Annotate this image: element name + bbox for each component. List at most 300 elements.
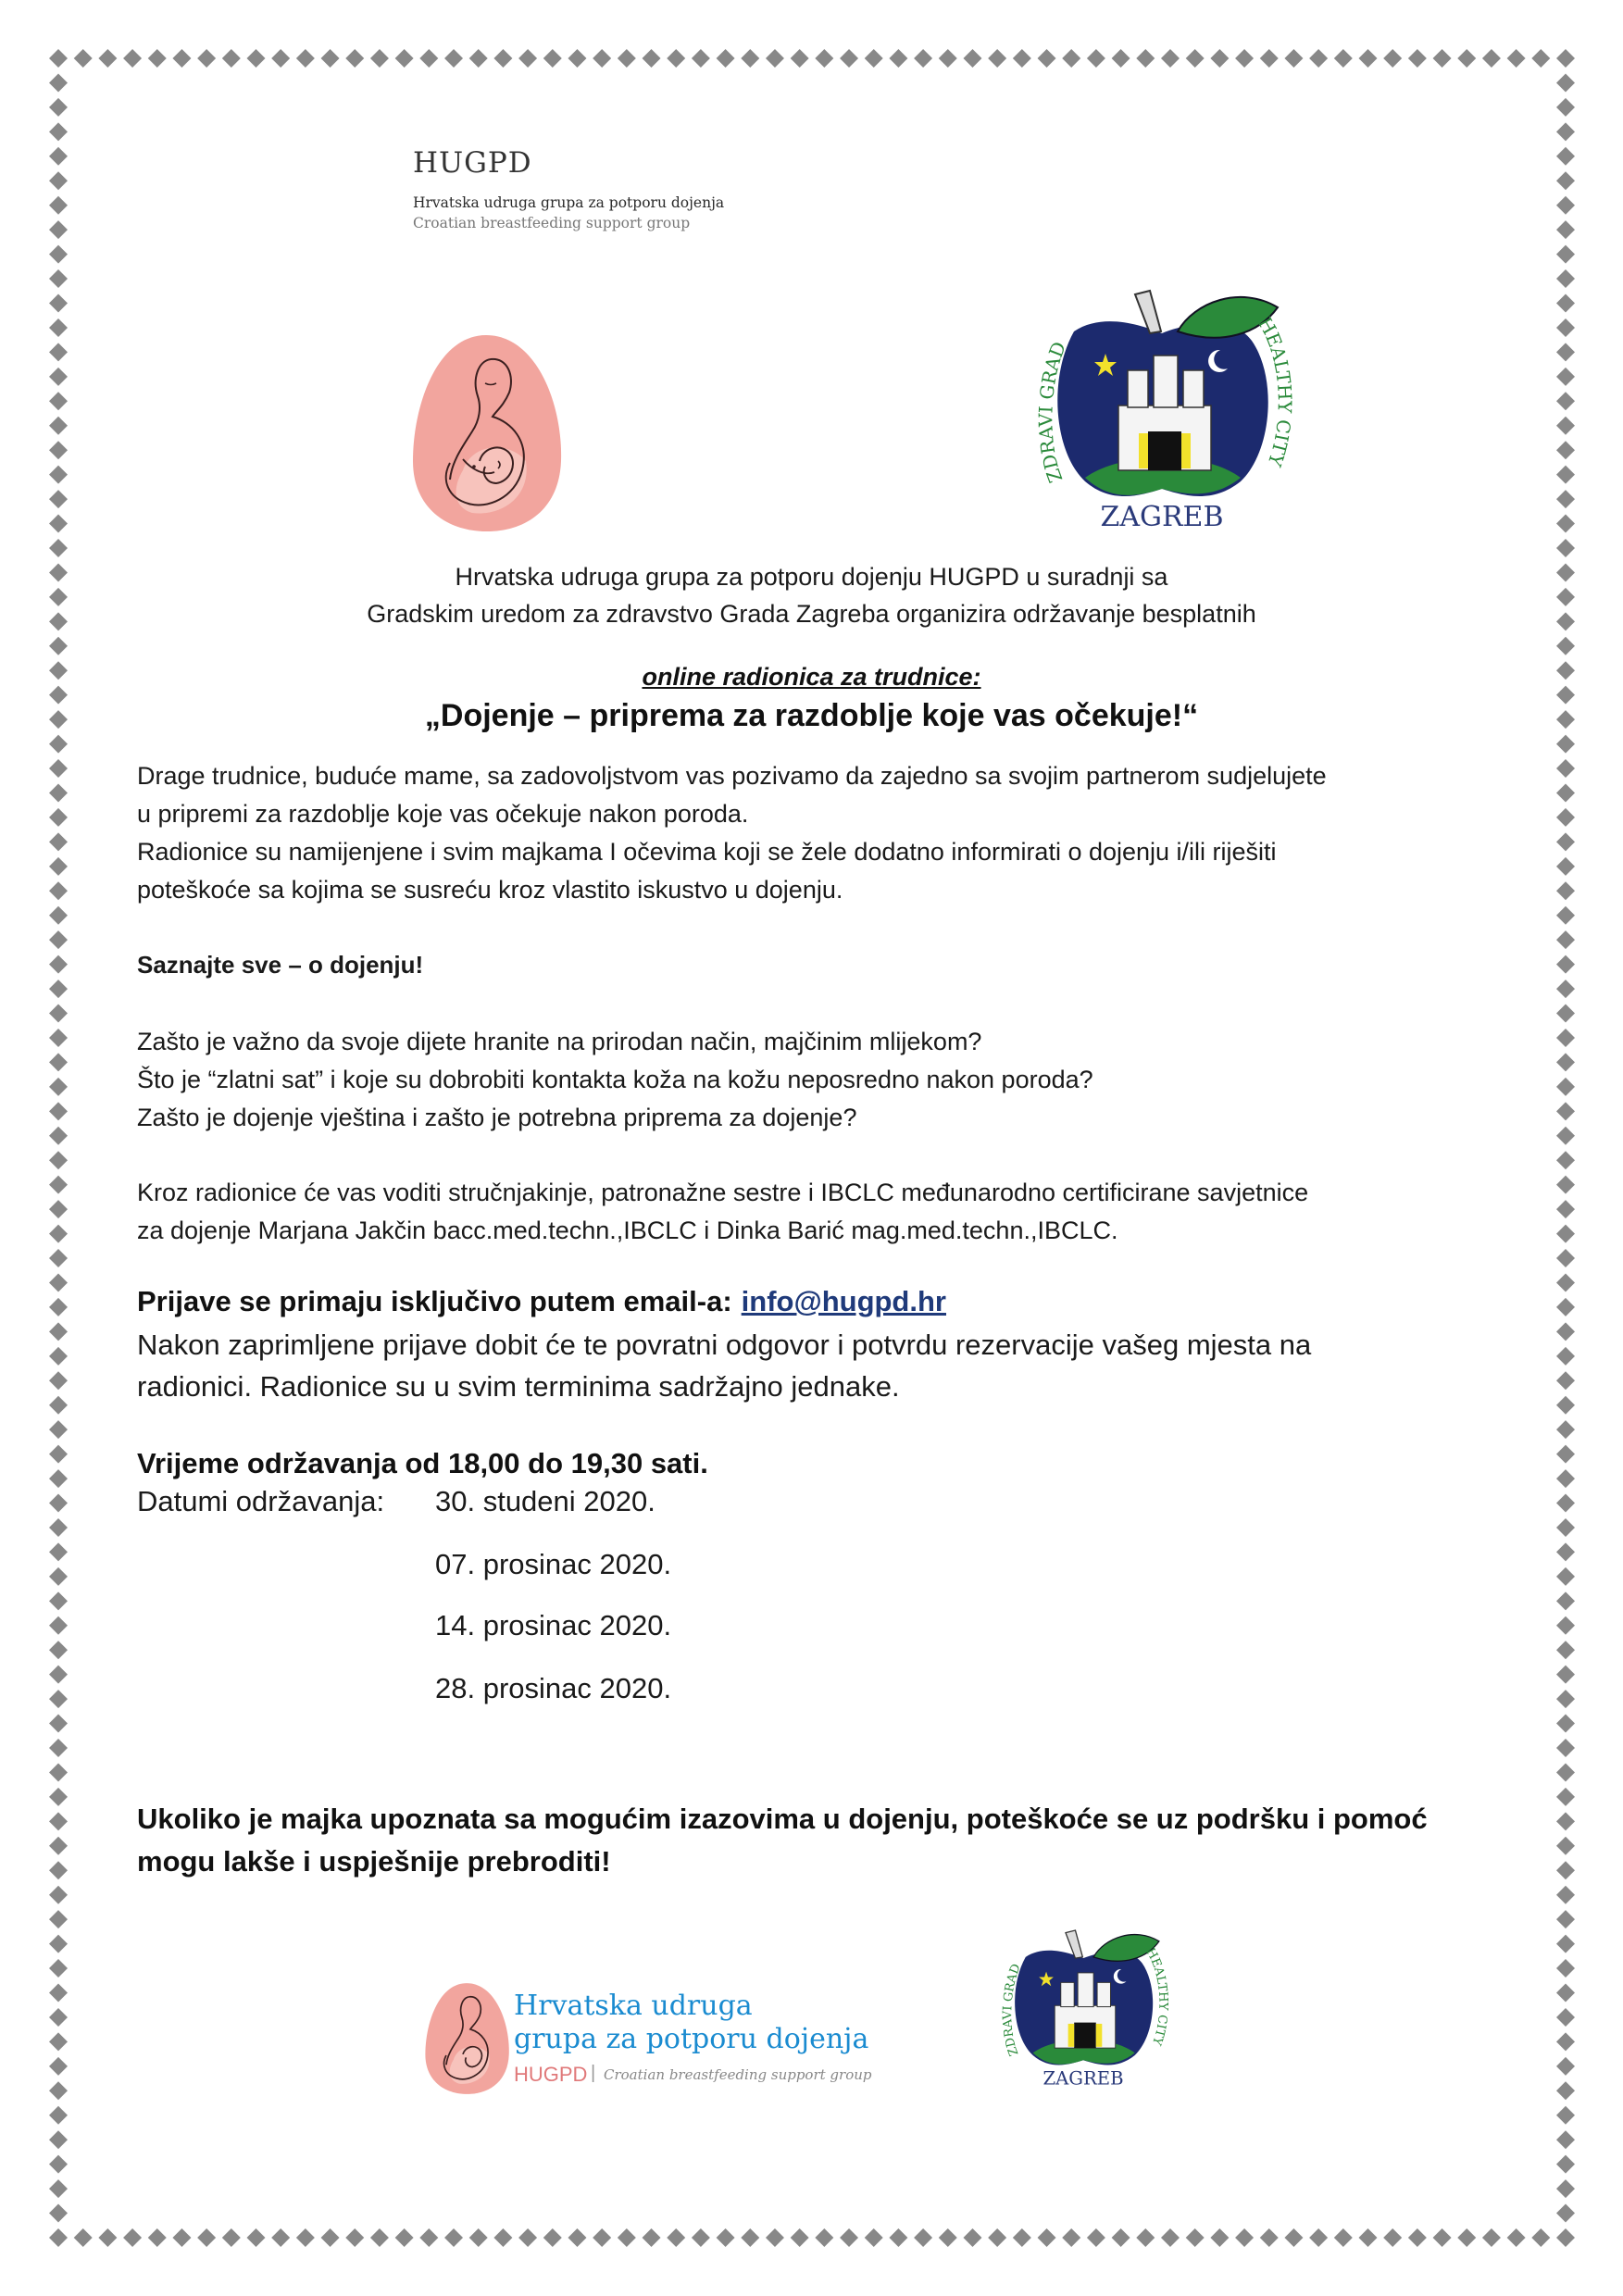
border-diamond <box>1556 2179 1575 2198</box>
border-diamond <box>222 49 241 68</box>
border-diamond <box>49 73 68 92</box>
border-diamond <box>1556 1396 1575 1415</box>
border-diamond <box>1260 49 1279 68</box>
border-diamond <box>49 1249 68 1267</box>
border-diamond <box>1556 2081 1575 2100</box>
border-diamond <box>618 49 636 68</box>
border-diamond <box>1556 1542 1575 1561</box>
border-diamond <box>865 2228 883 2247</box>
border-diamond <box>49 1666 68 1684</box>
border-diamond <box>49 1935 68 1953</box>
border-diamond <box>271 49 290 68</box>
border-diamond <box>1556 1739 1575 1757</box>
border-diamond <box>1556 1347 1575 1366</box>
footer-logo-separator: | <box>591 2063 596 2083</box>
border-diamond <box>49 1861 68 1879</box>
border-diamond <box>49 1420 68 1439</box>
schedule-time: Vrijeme održavanja od 18,00 do 19,30 sati. <box>137 1447 708 1479</box>
event-subtitle: online radionica za trudnice: <box>642 663 981 691</box>
border-diamond <box>197 49 216 68</box>
border-diamond <box>49 2130 68 2149</box>
border-diamond <box>741 49 759 68</box>
border-diamond <box>1013 49 1031 68</box>
border-diamond <box>49 1641 68 1659</box>
border-diamond <box>49 441 68 459</box>
logo-arc-left-small: ZDRAVI GRAD <box>1001 1962 1024 2058</box>
border-diamond <box>1556 1273 1575 1292</box>
paragraph-line: radionici. Radionice su u svim terminima sadržajno jednake. <box>137 1370 900 1403</box>
intro-line-1: Hrvatska udruga grupa za potporu dojenju HUGPD u suradnji sa <box>455 563 1168 591</box>
border-diamond <box>49 539 68 557</box>
border-diamond <box>741 2228 759 2247</box>
border-diamond <box>1457 49 1476 68</box>
border-diamond <box>1556 1127 1575 1145</box>
logo-arc-right: HEALTHY CITY <box>1253 313 1296 469</box>
border-diamond <box>49 490 68 508</box>
border-diamond <box>593 2228 611 2247</box>
learn-heading: Saznajte sve – o dojenju! <box>137 951 424 979</box>
paragraph-line: mogu lakše i uspješnije prebroditi! <box>137 1845 611 1878</box>
border-diamond <box>988 2228 1006 2247</box>
border-diamond <box>643 2228 661 2247</box>
border-diamond <box>518 2228 537 2247</box>
border-diamond <box>49 171 68 190</box>
border-diamond <box>1556 1469 1575 1488</box>
border-diamond <box>271 2228 290 2247</box>
border-diamond <box>1556 1984 1575 2003</box>
paragraph-line: poteškoće sa kojima se susreću kroz vlastito iskustvo u dojenju. <box>137 876 843 904</box>
border-diamond <box>49 1715 68 1733</box>
footer-logo-line-1: Hrvatska udruga <box>514 1990 753 2022</box>
border-diamond <box>98 49 117 68</box>
border-diamond <box>1210 2228 1229 2247</box>
border-diamond <box>1235 2228 1254 2247</box>
logo-city-name-small: ZAGREB <box>1042 2067 1124 2090</box>
border-diamond <box>766 2228 784 2247</box>
border-diamond <box>1556 245 1575 264</box>
footer-logo-line-2: grupa za potporu dojenja <box>514 2023 869 2055</box>
date-item: 14. prosinac 2020. <box>435 1609 672 1641</box>
border-diamond <box>49 1445 68 1464</box>
border-diamond <box>1556 220 1575 239</box>
border-diamond <box>543 49 562 68</box>
border-diamond <box>49 1200 68 1218</box>
border-diamond <box>49 1396 68 1415</box>
border-diamond <box>49 1322 68 1341</box>
border-diamond <box>1556 417 1575 435</box>
border-diamond <box>49 1298 68 1316</box>
question-item: Što je “zlatni sat” i koje su dobrobiti kontakta koža na kožu neposredno nakon poroda? <box>137 1066 1093 1093</box>
border-diamond <box>1556 1715 1575 1733</box>
border-diamond <box>49 1788 68 1806</box>
border-diamond <box>172 2228 191 2247</box>
border-diamond <box>444 49 463 68</box>
border-diamond <box>49 98 68 117</box>
footer-logo-abbr: HUGPD <box>514 2063 588 2086</box>
border-diamond <box>49 1959 68 1978</box>
border-diamond <box>1136 49 1155 68</box>
border-diamond <box>49 783 68 802</box>
border-diamond <box>815 2228 833 2247</box>
border-diamond <box>345 2228 364 2247</box>
border-diamond <box>49 1371 68 1390</box>
border-diamond <box>49 1225 68 1243</box>
registration-details <box>137 1324 1526 1407</box>
border-diamond <box>1556 1420 1575 1439</box>
border-diamond <box>692 2228 710 2247</box>
border-diamond <box>49 1176 68 1194</box>
border-diamond <box>49 245 68 264</box>
paragraph-line: Drage trudnice, buduće mame, sa zadovoljstvom vas pozivamo da zajedno sa svojim partnerom sudjelujete <box>137 762 1327 790</box>
border-diamond <box>865 49 883 68</box>
border-diamond <box>988 49 1006 68</box>
border-diamond <box>1556 466 1575 484</box>
border-diamond <box>1556 441 1575 459</box>
border-diamond <box>568 49 586 68</box>
border-diamond <box>49 1591 68 1610</box>
border-diamond <box>49 1151 68 1169</box>
logo-arc-right-small: HEALTHY CITY <box>1142 1945 1170 2047</box>
border-diamond <box>1284 49 1303 68</box>
border-diamond <box>49 980 68 998</box>
border-diamond <box>1408 2228 1427 2247</box>
border-diamond <box>1556 1861 1575 1879</box>
border-diamond <box>49 1616 68 1635</box>
border-diamond <box>939 49 957 68</box>
border-diamond <box>49 1542 68 1561</box>
border-diamond <box>1556 2228 1575 2247</box>
border-diamond <box>296 49 315 68</box>
border-diamond <box>1556 1886 1575 1904</box>
border-diamond <box>840 2228 858 2247</box>
questions-list <box>137 1023 1507 1137</box>
border-diamond <box>1556 832 1575 851</box>
logo-city-name: ZAGREB <box>1100 501 1224 533</box>
border-diamond <box>1334 2228 1353 2247</box>
border-diamond <box>1556 808 1575 827</box>
border-diamond <box>1235 49 1254 68</box>
border-diamond <box>419 2228 438 2247</box>
border-diamond <box>49 1984 68 2003</box>
border-diamond <box>1433 49 1452 68</box>
border-diamond <box>1556 2008 1575 2027</box>
closing-statement <box>137 1798 1526 1883</box>
border-diamond <box>1161 49 1180 68</box>
border-diamond <box>1556 2032 1575 2051</box>
border-diamond <box>49 1812 68 1830</box>
border-diamond <box>49 1029 68 1047</box>
border-diamond <box>49 1053 68 1071</box>
border-diamond <box>1260 2228 1279 2247</box>
border-diamond <box>49 417 68 435</box>
border-diamond <box>1556 857 1575 876</box>
border-diamond <box>296 2228 315 2247</box>
border-diamond <box>1556 1445 1575 1464</box>
border-diamond <box>717 49 735 68</box>
hugpd-logo-title: HUGPD <box>413 146 532 180</box>
paragraph-line: Ukoliko je majka upoznata sa mogućim izazovima u dojenju, poteškoće se uz podršku i pomoć <box>137 1803 1428 1835</box>
border-diamond <box>1284 2228 1303 2247</box>
border-diamond <box>766 49 784 68</box>
border-diamond <box>1556 368 1575 386</box>
border-diamond <box>1556 1518 1575 1537</box>
border-diamond <box>1556 1910 1575 1928</box>
border-diamond <box>49 1273 68 1292</box>
border-diamond <box>1556 2130 1575 2149</box>
border-diamond <box>49 2032 68 2051</box>
border-diamond <box>1556 1225 1575 1243</box>
border-diamond <box>963 2228 981 2247</box>
border-diamond <box>1309 2228 1328 2247</box>
border-diamond <box>49 2057 68 2076</box>
border-diamond <box>321 49 340 68</box>
footer-logo-tagline: Croatian breastfeeding support group <box>604 2066 872 2083</box>
border-diamond <box>49 1078 68 1096</box>
hugpd-logo-subtitle-hr: Hrvatska udruga grupa za potporu dojenja <box>413 194 725 211</box>
border-diamond <box>172 49 191 68</box>
zagreb-healthy-city-logo-icon <box>1009 267 1315 535</box>
border-diamond <box>49 1494 68 1513</box>
border-diamond <box>370 49 389 68</box>
border-diamond <box>1556 1959 1575 1978</box>
border-diamond <box>1383 2228 1402 2247</box>
border-diamond <box>1556 1176 1575 1194</box>
registration-label: Prijave se primaju isključivo putem email-a: <box>137 1285 732 1317</box>
border-diamond <box>49 2081 68 2100</box>
border-diamond <box>1556 906 1575 925</box>
registration-line <box>137 1285 946 1318</box>
intro-line-2: Gradskim uredom za zdravstvo Grada Zagreba organizira održavanje besplatnih <box>367 600 1256 628</box>
border-diamond <box>345 49 364 68</box>
border-diamond <box>1556 122 1575 141</box>
border-diamond <box>49 392 68 410</box>
border-diamond <box>1136 2228 1155 2247</box>
border-diamond <box>1556 2057 1575 2076</box>
border-diamond <box>1556 73 1575 92</box>
border-diamond <box>667 2228 685 2247</box>
border-diamond <box>49 930 68 949</box>
border-diamond <box>1556 196 1575 215</box>
border-diamond <box>1556 1591 1575 1610</box>
border-diamond <box>49 318 68 337</box>
border-diamond <box>1408 49 1427 68</box>
border-diamond <box>493 49 512 68</box>
border-diamond <box>963 49 981 68</box>
border-diamond <box>148 49 167 68</box>
border-diamond <box>1556 637 1575 655</box>
border-diamond <box>1038 2228 1056 2247</box>
border-diamond <box>49 1763 68 1781</box>
border-diamond <box>1556 1053 1575 1071</box>
mother-baby-logo-icon <box>407 331 565 535</box>
question-item: Zašto je važno da svoje dijete hranite na prirodan način, majčinim mlijekom? <box>137 1028 982 1055</box>
paragraph-line: za dojenje Marjana Jakčin bacc.med.techn.,IBCLC i Dinka Barić mag.med.techn.,IBCLC. <box>137 1217 1118 1244</box>
border-diamond <box>1556 2204 1575 2223</box>
border-diamond <box>49 2179 68 2198</box>
border-diamond <box>1309 49 1328 68</box>
border-diamond <box>49 2008 68 2027</box>
border-diamond <box>1038 49 1056 68</box>
border-diamond <box>643 49 661 68</box>
border-diamond <box>568 2228 586 2247</box>
border-diamond <box>914 49 932 68</box>
border-diamond <box>49 515 68 533</box>
border-diamond <box>1556 735 1575 754</box>
border-diamond <box>49 1469 68 1488</box>
border-diamond <box>939 2228 957 2247</box>
border-diamond <box>1556 1690 1575 1708</box>
paragraph-line: Kroz radionice će vas voditi stručnjakinje, patronažne sestre i IBCLC međunarodno certificirane savjetnice <box>137 1179 1309 1206</box>
border-diamond <box>49 2155 68 2174</box>
logo-arc-left: ZDRAVI GRAD <box>1034 338 1071 486</box>
border-diamond <box>1556 1788 1575 1806</box>
border-diamond <box>49 343 68 361</box>
border-diamond <box>49 2204 68 2223</box>
border-diamond <box>1087 2228 1105 2247</box>
border-diamond <box>493 2228 512 2247</box>
border-diamond <box>1556 955 1575 974</box>
border-diamond <box>49 368 68 386</box>
border-diamond <box>123 2228 142 2247</box>
border-diamond <box>49 1102 68 1120</box>
border-diamond <box>1556 980 1575 998</box>
invitation-paragraph <box>137 757 1507 909</box>
border-diamond <box>469 2228 488 2247</box>
border-diamond <box>1556 1812 1575 1830</box>
hugpd-logo-subtitle-en: Croatian breastfeeding support group <box>413 215 691 231</box>
border-diamond <box>74 2228 93 2247</box>
border-diamond <box>1112 2228 1130 2247</box>
border-diamond <box>1556 1151 1575 1169</box>
border-diamond <box>1556 1322 1575 1341</box>
border-diamond <box>1556 1494 1575 1513</box>
date-item: 07. prosinac 2020. <box>435 1548 672 1580</box>
border-diamond <box>543 2228 562 2247</box>
border-diamond <box>1556 1641 1575 1659</box>
border-diamond <box>1531 2228 1550 2247</box>
border-diamond <box>1556 1102 1575 1120</box>
zagreb-healthy-city-logo-small-icon <box>981 1915 1185 2090</box>
border-diamond <box>1556 783 1575 802</box>
border-diamond <box>49 1004 68 1023</box>
border-diamond <box>1556 1371 1575 1390</box>
border-diamond <box>1556 539 1575 557</box>
border-diamond <box>395 49 414 68</box>
border-diamond <box>1531 49 1550 68</box>
border-diamond <box>1358 2228 1377 2247</box>
mother-baby-logo-small-icon <box>422 1979 511 2098</box>
border-diamond <box>618 2228 636 2247</box>
paragraph-line: Nakon zaprimljene prijave dobit će te povratni odgovor i potvrdu rezervacije vašeg mjesta na <box>137 1329 1312 1361</box>
border-diamond <box>49 637 68 655</box>
border-diamond <box>444 2228 463 2247</box>
border-diamond <box>1112 49 1130 68</box>
border-diamond <box>123 49 142 68</box>
border-diamond <box>1556 1616 1575 1635</box>
border-diamond <box>1556 515 1575 533</box>
border-diamond <box>419 49 438 68</box>
border-diamond <box>889 49 907 68</box>
border-diamond <box>49 1518 68 1537</box>
border-diamond <box>1556 343 1575 361</box>
border-diamond <box>791 49 809 68</box>
border-diamond <box>49 49 68 68</box>
border-diamond <box>49 808 68 827</box>
border-diamond <box>692 49 710 68</box>
border-diamond <box>1507 2228 1526 2247</box>
event-headline: „Dojenje – priprema za razdoblje koje vas očekuje!“ <box>424 698 1199 733</box>
border-diamond <box>247 2228 266 2247</box>
email-link[interactable]: info@hugpd.hr <box>741 1285 946 1317</box>
border-diamond <box>49 1910 68 1928</box>
border-diamond <box>49 220 68 239</box>
border-diamond <box>1482 2228 1501 2247</box>
border-diamond <box>321 2228 340 2247</box>
border-diamond <box>1556 2155 1575 2174</box>
border-diamond <box>222 2228 241 2247</box>
border-diamond <box>49 1567 68 1586</box>
border-diamond <box>1556 98 1575 117</box>
border-diamond <box>49 2228 68 2247</box>
border-diamond <box>1507 49 1526 68</box>
border-diamond <box>889 2228 907 2247</box>
border-diamond <box>1186 2228 1205 2247</box>
border-diamond <box>49 2106 68 2125</box>
border-diamond <box>370 2228 389 2247</box>
border-diamond <box>1556 392 1575 410</box>
border-diamond <box>1334 49 1353 68</box>
border-diamond <box>49 1347 68 1366</box>
border-diamond <box>49 1690 68 1708</box>
border-diamond <box>148 2228 167 2247</box>
border-diamond <box>49 955 68 974</box>
border-diamond <box>1013 2228 1031 2247</box>
border-diamond <box>49 1837 68 1855</box>
paragraph-line: u pripremi za razdoblje koje vas očekuje nakon poroda. <box>137 800 749 828</box>
border-diamond <box>49 293 68 312</box>
border-diamond <box>1556 1298 1575 1316</box>
border-diamond <box>1457 2228 1476 2247</box>
border-diamond <box>1556 1837 1575 1855</box>
border-diamond <box>49 832 68 851</box>
border-diamond <box>1556 2106 1575 2125</box>
border-diamond <box>49 1127 68 1145</box>
border-diamond <box>1161 2228 1180 2247</box>
border-diamond <box>247 49 266 68</box>
experts-paragraph <box>137 1174 1507 1250</box>
border-diamond <box>1556 1763 1575 1781</box>
date-item: 30. studeni 2020. <box>435 1485 655 1517</box>
border-diamond <box>49 906 68 925</box>
border-diamond <box>49 1739 68 1757</box>
border-diamond <box>1556 881 1575 900</box>
border-diamond <box>1556 1029 1575 1047</box>
border-diamond <box>395 2228 414 2247</box>
border-diamond <box>593 49 611 68</box>
border-diamond <box>1556 293 1575 312</box>
border-diamond <box>1556 759 1575 778</box>
border-diamond <box>1062 49 1080 68</box>
border-diamond <box>1433 2228 1452 2247</box>
question-item: Zašto je dojenje vještina i zašto je potrebna priprema za dojenje? <box>137 1104 857 1131</box>
border-diamond <box>49 1886 68 1904</box>
border-diamond <box>49 466 68 484</box>
border-diamond <box>49 147 68 166</box>
border-diamond <box>815 49 833 68</box>
border-diamond <box>1556 1078 1575 1096</box>
border-diamond <box>1556 1567 1575 1586</box>
border-diamond <box>49 857 68 876</box>
